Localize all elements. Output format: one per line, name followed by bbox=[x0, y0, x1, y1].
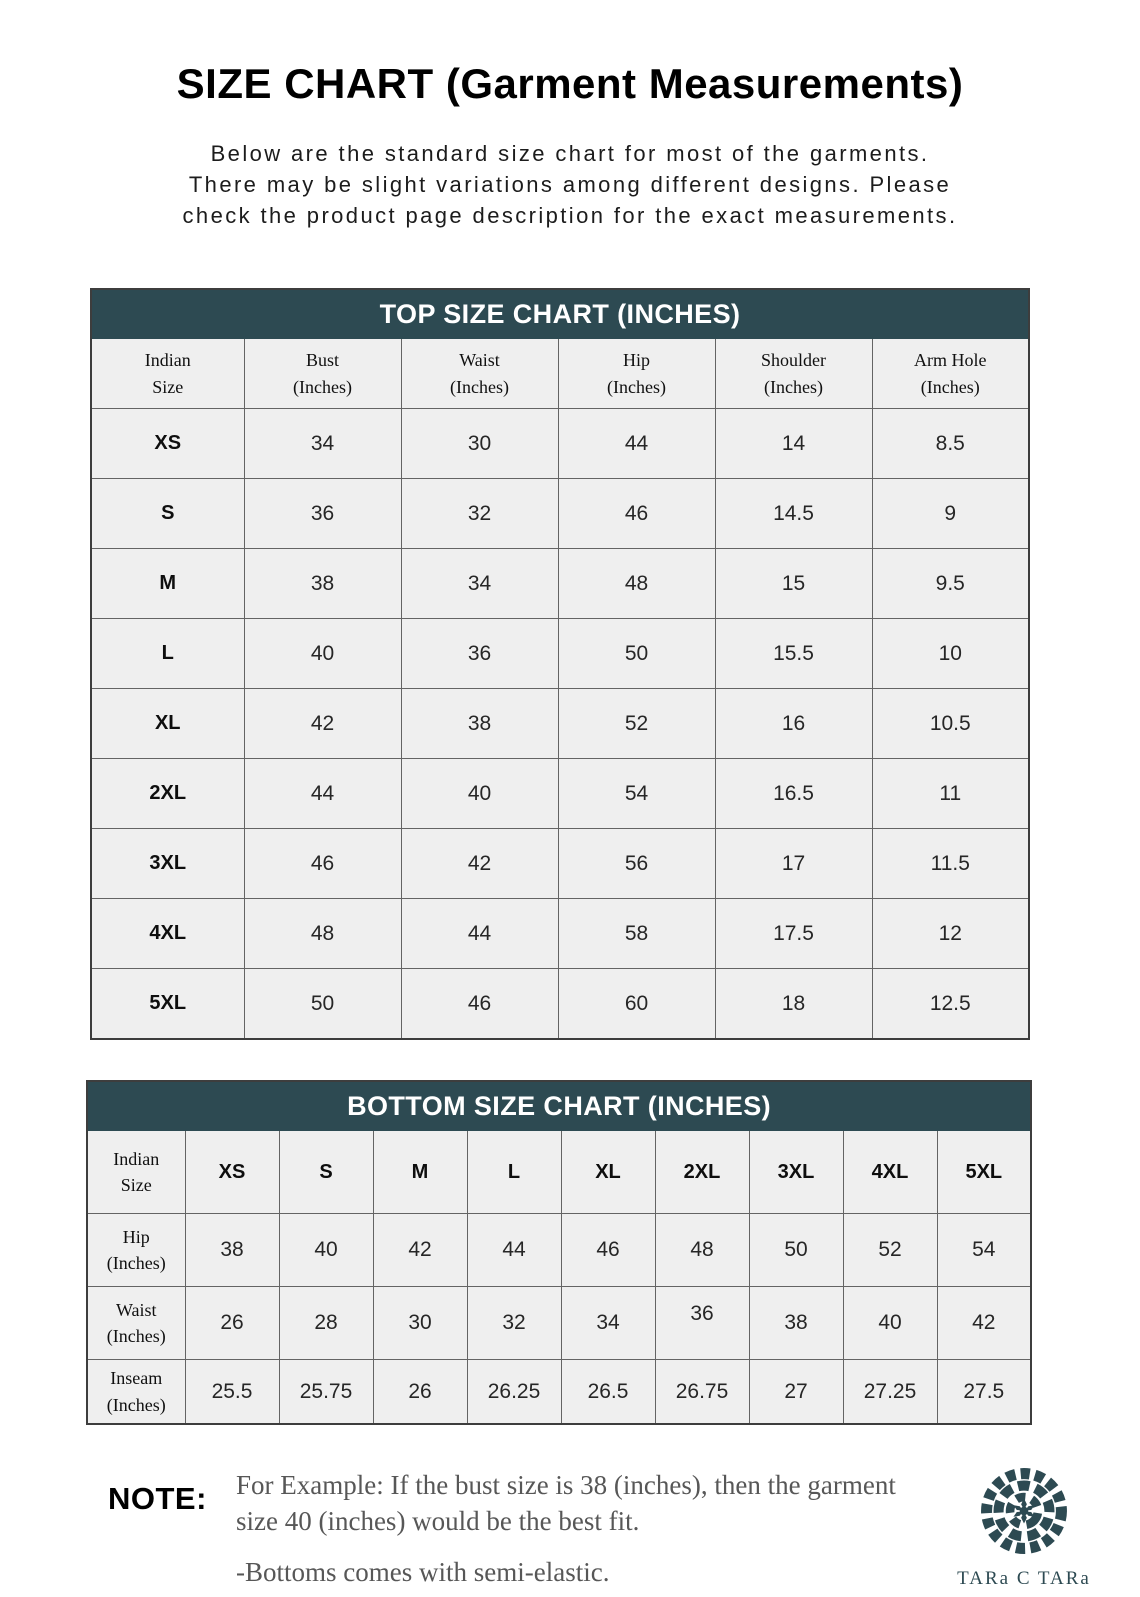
cell-value: 14 bbox=[781, 431, 806, 455]
bottom-size-table bbox=[86, 1080, 1032, 1425]
cell-value: 52 bbox=[878, 1238, 902, 1261]
value-cell bbox=[185, 1287, 279, 1360]
cell-value: 48 bbox=[690, 1238, 714, 1261]
size-column-header bbox=[655, 1131, 749, 1214]
value-cell bbox=[937, 1360, 1031, 1425]
value-cell bbox=[558, 549, 715, 619]
value-cell bbox=[715, 619, 872, 689]
cell-value: 46 bbox=[310, 851, 335, 875]
size-label: XL bbox=[595, 1160, 621, 1183]
header-line: (Inches) bbox=[764, 376, 823, 397]
value-cell bbox=[715, 899, 872, 969]
cell-value: 48 bbox=[624, 571, 649, 595]
brand-name: TARa C TARa bbox=[957, 1568, 1091, 1589]
cell-value: 40 bbox=[467, 781, 492, 805]
value-cell bbox=[937, 1214, 1031, 1287]
cell-value: 9.5 bbox=[935, 571, 965, 595]
size-label: 2XL bbox=[683, 1160, 721, 1183]
page-title: SIZE CHART (Garment Measurements) bbox=[176, 60, 964, 107]
size-label: XS bbox=[218, 1160, 246, 1183]
value-cell bbox=[401, 899, 558, 969]
note-label: NOTE: bbox=[108, 1481, 207, 1516]
table-row bbox=[91, 549, 1029, 619]
cell-value: 17.5 bbox=[773, 921, 814, 945]
cell-value: 36 bbox=[690, 1302, 714, 1325]
table-row bbox=[91, 409, 1029, 479]
size-label: 4XL bbox=[149, 922, 187, 944]
cell-value: 27 bbox=[784, 1379, 808, 1403]
cell-value: 38 bbox=[467, 711, 492, 735]
size-cell bbox=[91, 969, 244, 1040]
value-cell bbox=[244, 689, 401, 759]
size-cell bbox=[91, 829, 244, 899]
cell-value: 34 bbox=[467, 571, 492, 595]
table-row bbox=[91, 899, 1029, 969]
cell-value: 25.5 bbox=[211, 1379, 253, 1403]
column-header-cell bbox=[91, 339, 244, 409]
value-cell bbox=[558, 479, 715, 549]
value-cell bbox=[872, 689, 1029, 759]
value-cell bbox=[244, 899, 401, 969]
cell-value: 46 bbox=[596, 1238, 620, 1261]
cell-value: 10 bbox=[938, 641, 962, 665]
column-header-cell bbox=[244, 339, 401, 409]
cell-value: 26.5 bbox=[587, 1379, 629, 1403]
size-column-header bbox=[467, 1131, 561, 1214]
cell-value: 46 bbox=[624, 501, 649, 525]
value-cell bbox=[843, 1287, 937, 1360]
cell-value: 48 bbox=[310, 921, 335, 945]
value-cell bbox=[373, 1360, 467, 1425]
value-cell bbox=[467, 1360, 561, 1425]
cell-value: 27.5 bbox=[963, 1379, 1005, 1403]
size-column-header bbox=[279, 1131, 373, 1214]
size-label: 4XL bbox=[871, 1160, 909, 1183]
cell-value: 38 bbox=[784, 1311, 808, 1334]
cell-value: 50 bbox=[784, 1238, 808, 1261]
value-cell bbox=[872, 759, 1029, 829]
header-line: (Inches) bbox=[106, 1253, 166, 1273]
value-cell bbox=[561, 1360, 655, 1425]
cell-value: 30 bbox=[467, 431, 492, 455]
size-cell bbox=[91, 619, 244, 689]
size-column-header bbox=[373, 1131, 467, 1214]
brand-logo bbox=[940, 1463, 1108, 1590]
header-line: (Inches) bbox=[106, 1394, 166, 1415]
value-cell bbox=[558, 759, 715, 829]
cell-value: 40 bbox=[878, 1311, 902, 1334]
cell-value: 36 bbox=[467, 641, 492, 665]
header-line: (Inches) bbox=[450, 376, 509, 397]
value-cell bbox=[558, 829, 715, 899]
value-cell bbox=[558, 409, 715, 479]
size-label: L bbox=[161, 642, 174, 664]
cell-value: 12 bbox=[938, 921, 962, 945]
size-cell bbox=[91, 549, 244, 619]
size-label: 5XL bbox=[149, 992, 187, 1014]
value-cell bbox=[872, 619, 1029, 689]
size-label: XL bbox=[154, 712, 181, 734]
size-column-header bbox=[185, 1131, 279, 1214]
value-cell bbox=[244, 409, 401, 479]
header-line: Inseam bbox=[110, 1368, 163, 1389]
cell-value: 30 bbox=[408, 1311, 432, 1334]
cell-value: 25.75 bbox=[299, 1379, 353, 1403]
header-line: Waist bbox=[115, 1299, 157, 1320]
header-line: Hip bbox=[122, 1226, 150, 1247]
column-header-cell bbox=[401, 339, 558, 409]
value-cell bbox=[715, 479, 872, 549]
size-label: M bbox=[159, 572, 177, 594]
value-cell bbox=[401, 549, 558, 619]
table-row bbox=[87, 1214, 1031, 1287]
cell-value: 16.5 bbox=[773, 781, 814, 805]
measurement-label-cell bbox=[87, 1214, 185, 1287]
cell-value: 42 bbox=[467, 851, 492, 875]
value-cell bbox=[558, 969, 715, 1040]
cell-value: 26 bbox=[220, 1311, 244, 1334]
header-line: (Inches) bbox=[106, 1326, 166, 1346]
value-cell bbox=[558, 899, 715, 969]
value-cell bbox=[715, 829, 872, 899]
table-row bbox=[87, 1287, 1031, 1360]
bottom-table-header-row bbox=[87, 1131, 1031, 1214]
cell-value: 10.5 bbox=[929, 711, 971, 735]
mandala-icon bbox=[976, 1463, 1072, 1559]
value-cell bbox=[749, 1214, 843, 1287]
size-label: 2XL bbox=[149, 782, 187, 804]
value-cell bbox=[279, 1287, 373, 1360]
intro-line-2: There may be slight variations among different designs. Please bbox=[188, 172, 952, 197]
cell-value: 26.25 bbox=[487, 1379, 541, 1403]
size-column-header bbox=[749, 1131, 843, 1214]
cell-value: 50 bbox=[310, 991, 335, 1015]
note-bottoms: -Bottoms comes with semi-elastic. bbox=[236, 1557, 610, 1587]
size-column-header bbox=[843, 1131, 937, 1214]
value-cell bbox=[749, 1360, 843, 1425]
cell-value: 36 bbox=[310, 501, 335, 525]
cell-value: 17 bbox=[781, 851, 806, 875]
cell-value: 15 bbox=[781, 571, 806, 595]
value-cell bbox=[715, 689, 872, 759]
size-label: XS bbox=[154, 432, 182, 454]
table-row bbox=[87, 1360, 1031, 1425]
table-row bbox=[91, 619, 1029, 689]
cell-value: 11.5 bbox=[930, 851, 970, 875]
cell-value: 18 bbox=[781, 991, 806, 1015]
value-cell bbox=[401, 409, 558, 479]
size-label: 5XL bbox=[965, 1160, 1003, 1183]
cell-value: 38 bbox=[310, 571, 335, 595]
cell-value: 28 bbox=[314, 1311, 338, 1334]
size-column-header bbox=[561, 1131, 655, 1214]
cell-value: 42 bbox=[408, 1238, 432, 1261]
size-label: S bbox=[319, 1160, 333, 1183]
header-line: Indian bbox=[144, 350, 191, 371]
bottom-table-title-band bbox=[87, 1081, 1031, 1131]
size-cell bbox=[91, 409, 244, 479]
size-label: M bbox=[411, 1160, 429, 1183]
value-cell bbox=[244, 479, 401, 549]
header-line: Size bbox=[152, 376, 184, 397]
table-row bbox=[91, 689, 1029, 759]
size-cell bbox=[91, 759, 244, 829]
table-row bbox=[91, 829, 1029, 899]
value-cell bbox=[467, 1287, 561, 1360]
size-label: L bbox=[507, 1160, 521, 1183]
cell-value: 32 bbox=[502, 1311, 526, 1334]
column-header-cell bbox=[715, 339, 872, 409]
cell-value: 38 bbox=[220, 1238, 244, 1261]
value-cell bbox=[244, 969, 401, 1040]
cell-value: 11 bbox=[939, 781, 962, 805]
header-line: Arm Hole bbox=[914, 350, 987, 371]
value-cell bbox=[561, 1287, 655, 1360]
intro-line-3: check the product page description for the exact measurements. bbox=[182, 203, 958, 228]
value-cell bbox=[279, 1360, 373, 1425]
value-cell bbox=[655, 1287, 749, 1360]
corner-header-cell bbox=[87, 1131, 185, 1214]
cell-value: 58 bbox=[624, 921, 649, 945]
note-section bbox=[108, 1467, 1108, 1590]
cell-value: 54 bbox=[624, 781, 649, 805]
cell-value: 46 bbox=[467, 991, 492, 1015]
cell-value: 8.5 bbox=[935, 431, 965, 455]
cell-value: 56 bbox=[624, 851, 649, 875]
cell-value: 27.25 bbox=[863, 1379, 917, 1403]
header-line: (Inches) bbox=[920, 376, 980, 397]
column-header-cell bbox=[872, 339, 1029, 409]
cell-value: 12.5 bbox=[929, 991, 971, 1015]
value-cell bbox=[558, 619, 715, 689]
table-row bbox=[91, 759, 1029, 829]
cell-value: 44 bbox=[310, 781, 335, 805]
size-label: S bbox=[161, 502, 175, 524]
header-line: (Inches) bbox=[607, 376, 666, 397]
value-cell bbox=[467, 1214, 561, 1287]
size-label: 3XL bbox=[777, 1160, 815, 1183]
top-table-header-row bbox=[91, 339, 1029, 409]
value-cell bbox=[715, 759, 872, 829]
value-cell bbox=[244, 829, 401, 899]
header-line: Bust bbox=[305, 350, 339, 371]
value-cell bbox=[185, 1214, 279, 1287]
measurement-label-cell bbox=[87, 1360, 185, 1425]
value-cell bbox=[872, 549, 1029, 619]
value-cell bbox=[749, 1287, 843, 1360]
size-cell bbox=[91, 899, 244, 969]
value-cell bbox=[715, 409, 872, 479]
cell-value: 40 bbox=[314, 1238, 338, 1261]
value-cell bbox=[401, 829, 558, 899]
value-cell bbox=[872, 829, 1029, 899]
header-line: (Inches) bbox=[293, 376, 352, 397]
cell-value: 42 bbox=[972, 1311, 996, 1334]
cell-value: 14.5 bbox=[773, 501, 814, 525]
value-cell bbox=[872, 969, 1029, 1040]
cell-value: 15.5 bbox=[773, 641, 814, 665]
cell-value: 26.75 bbox=[675, 1379, 729, 1403]
value-cell bbox=[244, 759, 401, 829]
cell-value: 50 bbox=[624, 641, 649, 665]
size-cell bbox=[91, 689, 244, 759]
value-cell bbox=[843, 1360, 937, 1425]
header-line: Indian bbox=[113, 1148, 160, 1169]
size-column-header bbox=[937, 1131, 1031, 1214]
cell-value: 40 bbox=[310, 641, 335, 665]
value-cell bbox=[185, 1360, 279, 1425]
value-cell bbox=[401, 969, 558, 1040]
header-line: Hip bbox=[623, 350, 650, 371]
value-cell bbox=[655, 1214, 749, 1287]
value-cell bbox=[279, 1214, 373, 1287]
cell-value: 34 bbox=[310, 431, 335, 455]
measurement-label-cell bbox=[87, 1287, 185, 1360]
value-cell bbox=[937, 1287, 1031, 1360]
column-header-cell bbox=[558, 339, 715, 409]
cell-value: 42 bbox=[310, 711, 335, 735]
value-cell bbox=[655, 1360, 749, 1425]
value-cell bbox=[843, 1214, 937, 1287]
table-row bbox=[91, 479, 1029, 549]
cell-value: 34 bbox=[596, 1311, 620, 1334]
top-table-title-band bbox=[91, 289, 1029, 339]
value-cell bbox=[872, 899, 1029, 969]
cell-value: 26 bbox=[408, 1379, 432, 1403]
header-line: Waist bbox=[459, 350, 500, 371]
value-cell bbox=[715, 969, 872, 1040]
cell-value: 9 bbox=[944, 501, 957, 525]
value-cell bbox=[373, 1214, 467, 1287]
note-example: For Example: If the bust size is 38 (inches), then the garment size 40 (inches) would be the best fit. bbox=[236, 1470, 896, 1536]
value-cell bbox=[244, 549, 401, 619]
cell-value: 44 bbox=[467, 921, 492, 945]
value-cell bbox=[872, 479, 1029, 549]
value-cell bbox=[401, 619, 558, 689]
header-line: Shoulder bbox=[761, 350, 826, 371]
header-line: Size bbox=[120, 1175, 152, 1195]
value-cell bbox=[401, 759, 558, 829]
value-cell bbox=[715, 549, 872, 619]
table-row bbox=[91, 969, 1029, 1040]
intro-line-1: Below are the standard size chart for most of the garments. bbox=[210, 141, 930, 166]
cell-value: 54 bbox=[972, 1238, 996, 1261]
cell-value: 52 bbox=[624, 711, 649, 735]
cell-value: 60 bbox=[624, 991, 649, 1015]
value-cell bbox=[401, 689, 558, 759]
value-cell bbox=[872, 409, 1029, 479]
value-cell bbox=[401, 479, 558, 549]
intro-text bbox=[0, 138, 1140, 231]
cell-value: 44 bbox=[502, 1238, 526, 1261]
bottom-table-title: BOTTOM SIZE CHART (INCHES) bbox=[87, 1081, 1031, 1131]
cell-value: 44 bbox=[624, 431, 649, 455]
cell-value: 16 bbox=[781, 711, 806, 735]
top-table-title: TOP SIZE CHART (INCHES) bbox=[91, 289, 1029, 339]
top-size-table bbox=[90, 288, 1030, 1040]
value-cell bbox=[558, 689, 715, 759]
cell-value: 32 bbox=[467, 501, 492, 525]
value-cell bbox=[373, 1287, 467, 1360]
size-label: 3XL bbox=[149, 852, 187, 874]
value-cell bbox=[561, 1214, 655, 1287]
value-cell bbox=[244, 619, 401, 689]
size-cell bbox=[91, 479, 244, 549]
